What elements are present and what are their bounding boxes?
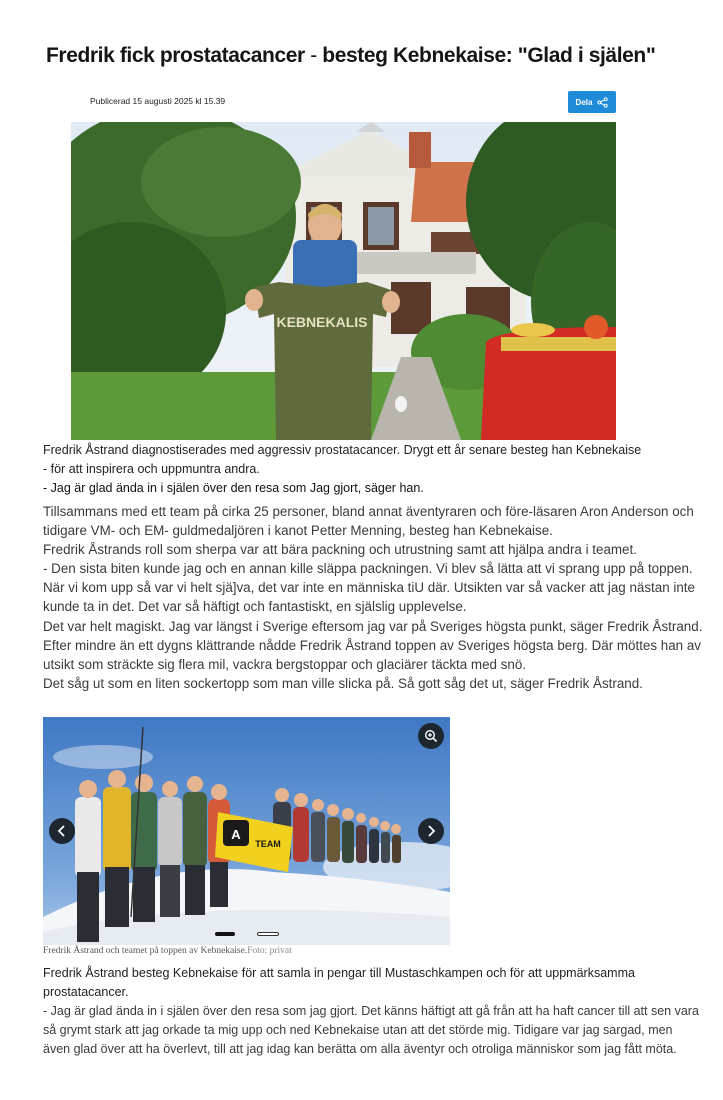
photo-credit: Foto: privat xyxy=(247,946,292,956)
paragraph: Det såg ut som en liten sockertopp som man ville slicka på. Så gott såg det ut, säger Fredrik Åstrand. xyxy=(43,675,643,691)
caption-line: - för att inspirera och uppmuntra andra. xyxy=(43,462,260,476)
gallery-prev-button[interactable] xyxy=(49,818,75,844)
published-date: Publicerad 15 augusti 2025 kl 15.39 xyxy=(90,96,226,106)
gallery-caption xyxy=(43,946,292,956)
paragraph: Fredrik Åstrands roll som sherpa var att bära packning och utrustning samt att hjälpa andra i teamet. xyxy=(43,542,637,558)
zoom-button[interactable] xyxy=(418,723,444,749)
gallery-dot[interactable] xyxy=(257,932,279,936)
gallery-dots xyxy=(215,932,279,936)
image-gallery[interactable] xyxy=(43,717,450,945)
gallery-dot-active[interactable] xyxy=(215,932,235,936)
share-icon xyxy=(597,97,608,108)
caption-line: Fredrik Åstrand diagnostiserades med aggressiv prostatacancer. Drygt ett år senare besteg han Kebnekaise xyxy=(43,443,642,457)
photo-caption xyxy=(43,441,703,498)
chevron-left-icon xyxy=(57,825,67,837)
headline-part1: Fredrik fick prostatacancer xyxy=(46,44,305,67)
headline-part2: besteg Kebnekaise: "Glad i själen" xyxy=(322,44,656,67)
share-button[interactable] xyxy=(568,91,616,113)
article-body-continued xyxy=(43,964,703,1059)
zoom-in-icon xyxy=(424,729,438,743)
headline-separator: - xyxy=(304,44,323,67)
caption-quote: - Jag är glad ända in i själen över den resa som Jag gjort, säger han. xyxy=(43,481,424,495)
share-label: Dela xyxy=(575,97,593,107)
paragraph: - Jag är glad ända in i själen över den resa som jag gjort. Det känns häftigt att gå från att ha haft cancer till att sen vara så grymt stark att jag orkade ta mig upp och ned Kebnekaise utan att det störde mig. Tidigare var jag sargad, men även glad över att ha överlevt, till att jag idag kan berätta om alla äventyr och otroliga människor som jag fått möta. xyxy=(43,1004,699,1056)
chevron-right-icon xyxy=(426,825,436,837)
paragraph: Tillsammans med ett team på cirka 25 personer, bland annat äventyraren och före-läsaren Aron Anderson och tidigare VM- och EM- guldmedaljören i kanot Petter Menning, besteg han Kebnekaise. xyxy=(43,504,694,539)
svg-text:A: A xyxy=(231,827,241,842)
gallery-caption-text: Fredrik Åstrand och teamet på toppen av Kebnekaise. xyxy=(43,946,248,956)
headline xyxy=(46,44,706,68)
flag-text: TEAM xyxy=(255,839,281,849)
article-photo xyxy=(71,122,616,440)
paragraph: Fredrik Åstrand besteg Kebnekaise för att samla in pengar till Mustaschkampen och för att uppmärksamma prostatacancer. xyxy=(43,966,635,999)
article-body xyxy=(43,502,713,693)
paragraph: - Den sista biten kunde jag och en annan kille släppa packningen. Vi blev så lätta att vi sprang upp på toppen. När vi kom upp så var vi helt sjä]va, det var inte en människa tiU där. Utsikten var så vacker att jag nästan inte kunde ta in det. Det var så häftigt och fantastiskt, en själslig upplevelse. xyxy=(43,561,695,615)
shirt-print: KEBNEKALIS xyxy=(276,314,368,330)
paragraph: Det var helt magiskt. Jag var längst i Sverige eftersom jag var på Sveriges högsta punkt, säger Fredrik Åstrand. xyxy=(43,618,703,634)
paragraph: Efter mindre än ett dygns klättrande nådde Fredrik Åstrand toppen av Sveriges högsta berg. Där möttes han av utsikt som sträckte sig flera mil, vackra bergstoppar och glaciärer täckta med snö. xyxy=(43,637,701,672)
gallery-next-button[interactable] xyxy=(418,818,444,844)
